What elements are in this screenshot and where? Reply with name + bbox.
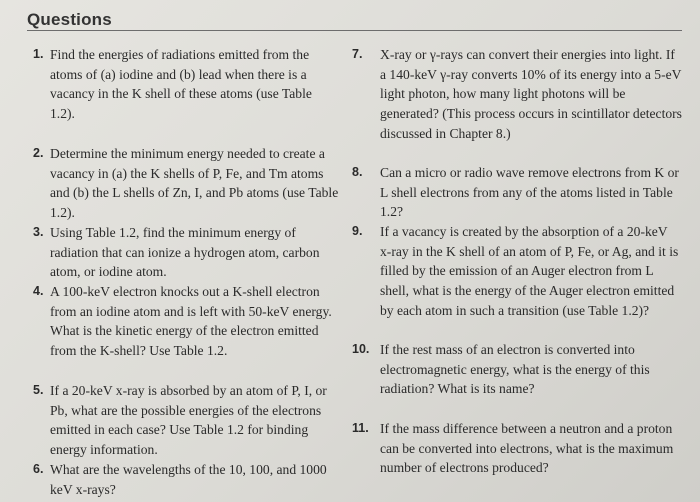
question-number: 8. (352, 165, 363, 179)
question-text: What are the wavelengths of the 10, 100, and 1000 keV x-rays? (50, 462, 327, 497)
question-item (352, 45, 682, 163)
question-text: Can a micro or radio wave remove electrons from K or L shell electrons from any of the atoms listed in Table 1.2? (380, 165, 679, 220)
question-text: Using Table 1.2, find the minimum energy of radiation that can ionize a hydrogen atom, carbon atom, or iodine atom. (50, 225, 320, 280)
question-number: 11. (352, 421, 369, 435)
left-column (33, 45, 339, 499)
question-item (352, 163, 682, 222)
question-text: Find the energies of radiations emitted from the atoms of (a) iodine and (b) lead when there is a vacancy in the K shell of these atoms (use Table 1.2). (50, 47, 312, 122)
question-item (33, 45, 339, 144)
question-text: A 100-keV electron knocks out a K-shell electron from an iodine atom and is left with 50-keV energy. What is the kinetic energy of the electron emitted from the K-shell? Use Table 1.2. (50, 284, 332, 359)
question-number: 9. (352, 224, 363, 238)
question-number: 10. (352, 342, 370, 356)
question-number: 5. (33, 383, 44, 397)
question-text: Determine the minimum energy needed to create a vacancy in (a) the K shells of P, Fe, and Tm atoms and (b) the L shells of Zn, I, and Pb atoms (use Table 1.2). (50, 146, 339, 221)
question-text: If a vacancy is created by the absorption of a 20-keV x-ray in the K shell of an atom of P, Fe, or Ag, and it is filled by the emission of an Auger electron from L shell, what is the energy of the Auger electron emitted by each atom in such a transition (use Table 1.2)? (380, 224, 679, 318)
right-column (352, 45, 682, 478)
question-item (33, 381, 339, 460)
question-number: 2. (33, 146, 44, 160)
question-item (33, 282, 339, 381)
question-number: 4. (33, 284, 44, 298)
question-number: 7. (352, 47, 363, 61)
question-item (352, 340, 682, 419)
question-item (352, 222, 682, 340)
question-number: 6. (33, 462, 44, 476)
question-text: If the mass difference between a neutron and a proton can be converted into electrons, what is the maximum number of electrons produced? (380, 421, 674, 476)
question-item (33, 144, 339, 223)
heading-rule (27, 30, 682, 31)
question-text: If a 20-keV x-ray is absorbed by an atom of P, I, or Pb, what are the possible energies of the electrons emitted in each case? Use Table 1.2 for binding energy information. (50, 383, 327, 458)
question-item (33, 460, 339, 499)
question-number: 3. (33, 225, 44, 239)
question-item (33, 223, 339, 282)
question-text: If the rest mass of an electron is converted into electromagnetic energy, what is the energy of this radiation? What is its name? (380, 342, 650, 397)
question-text: X-ray or γ-rays can convert their energies into light. If a 140-keV γ-ray converts 10% of its energy into a 5-eV light photon, how many light photons will be generated? (This process occurs in scintillator detectors discussed in Chapter 8.) (380, 47, 682, 141)
question-item (352, 419, 682, 478)
question-number: 1. (33, 47, 44, 61)
section-heading: Questions (27, 10, 112, 29)
